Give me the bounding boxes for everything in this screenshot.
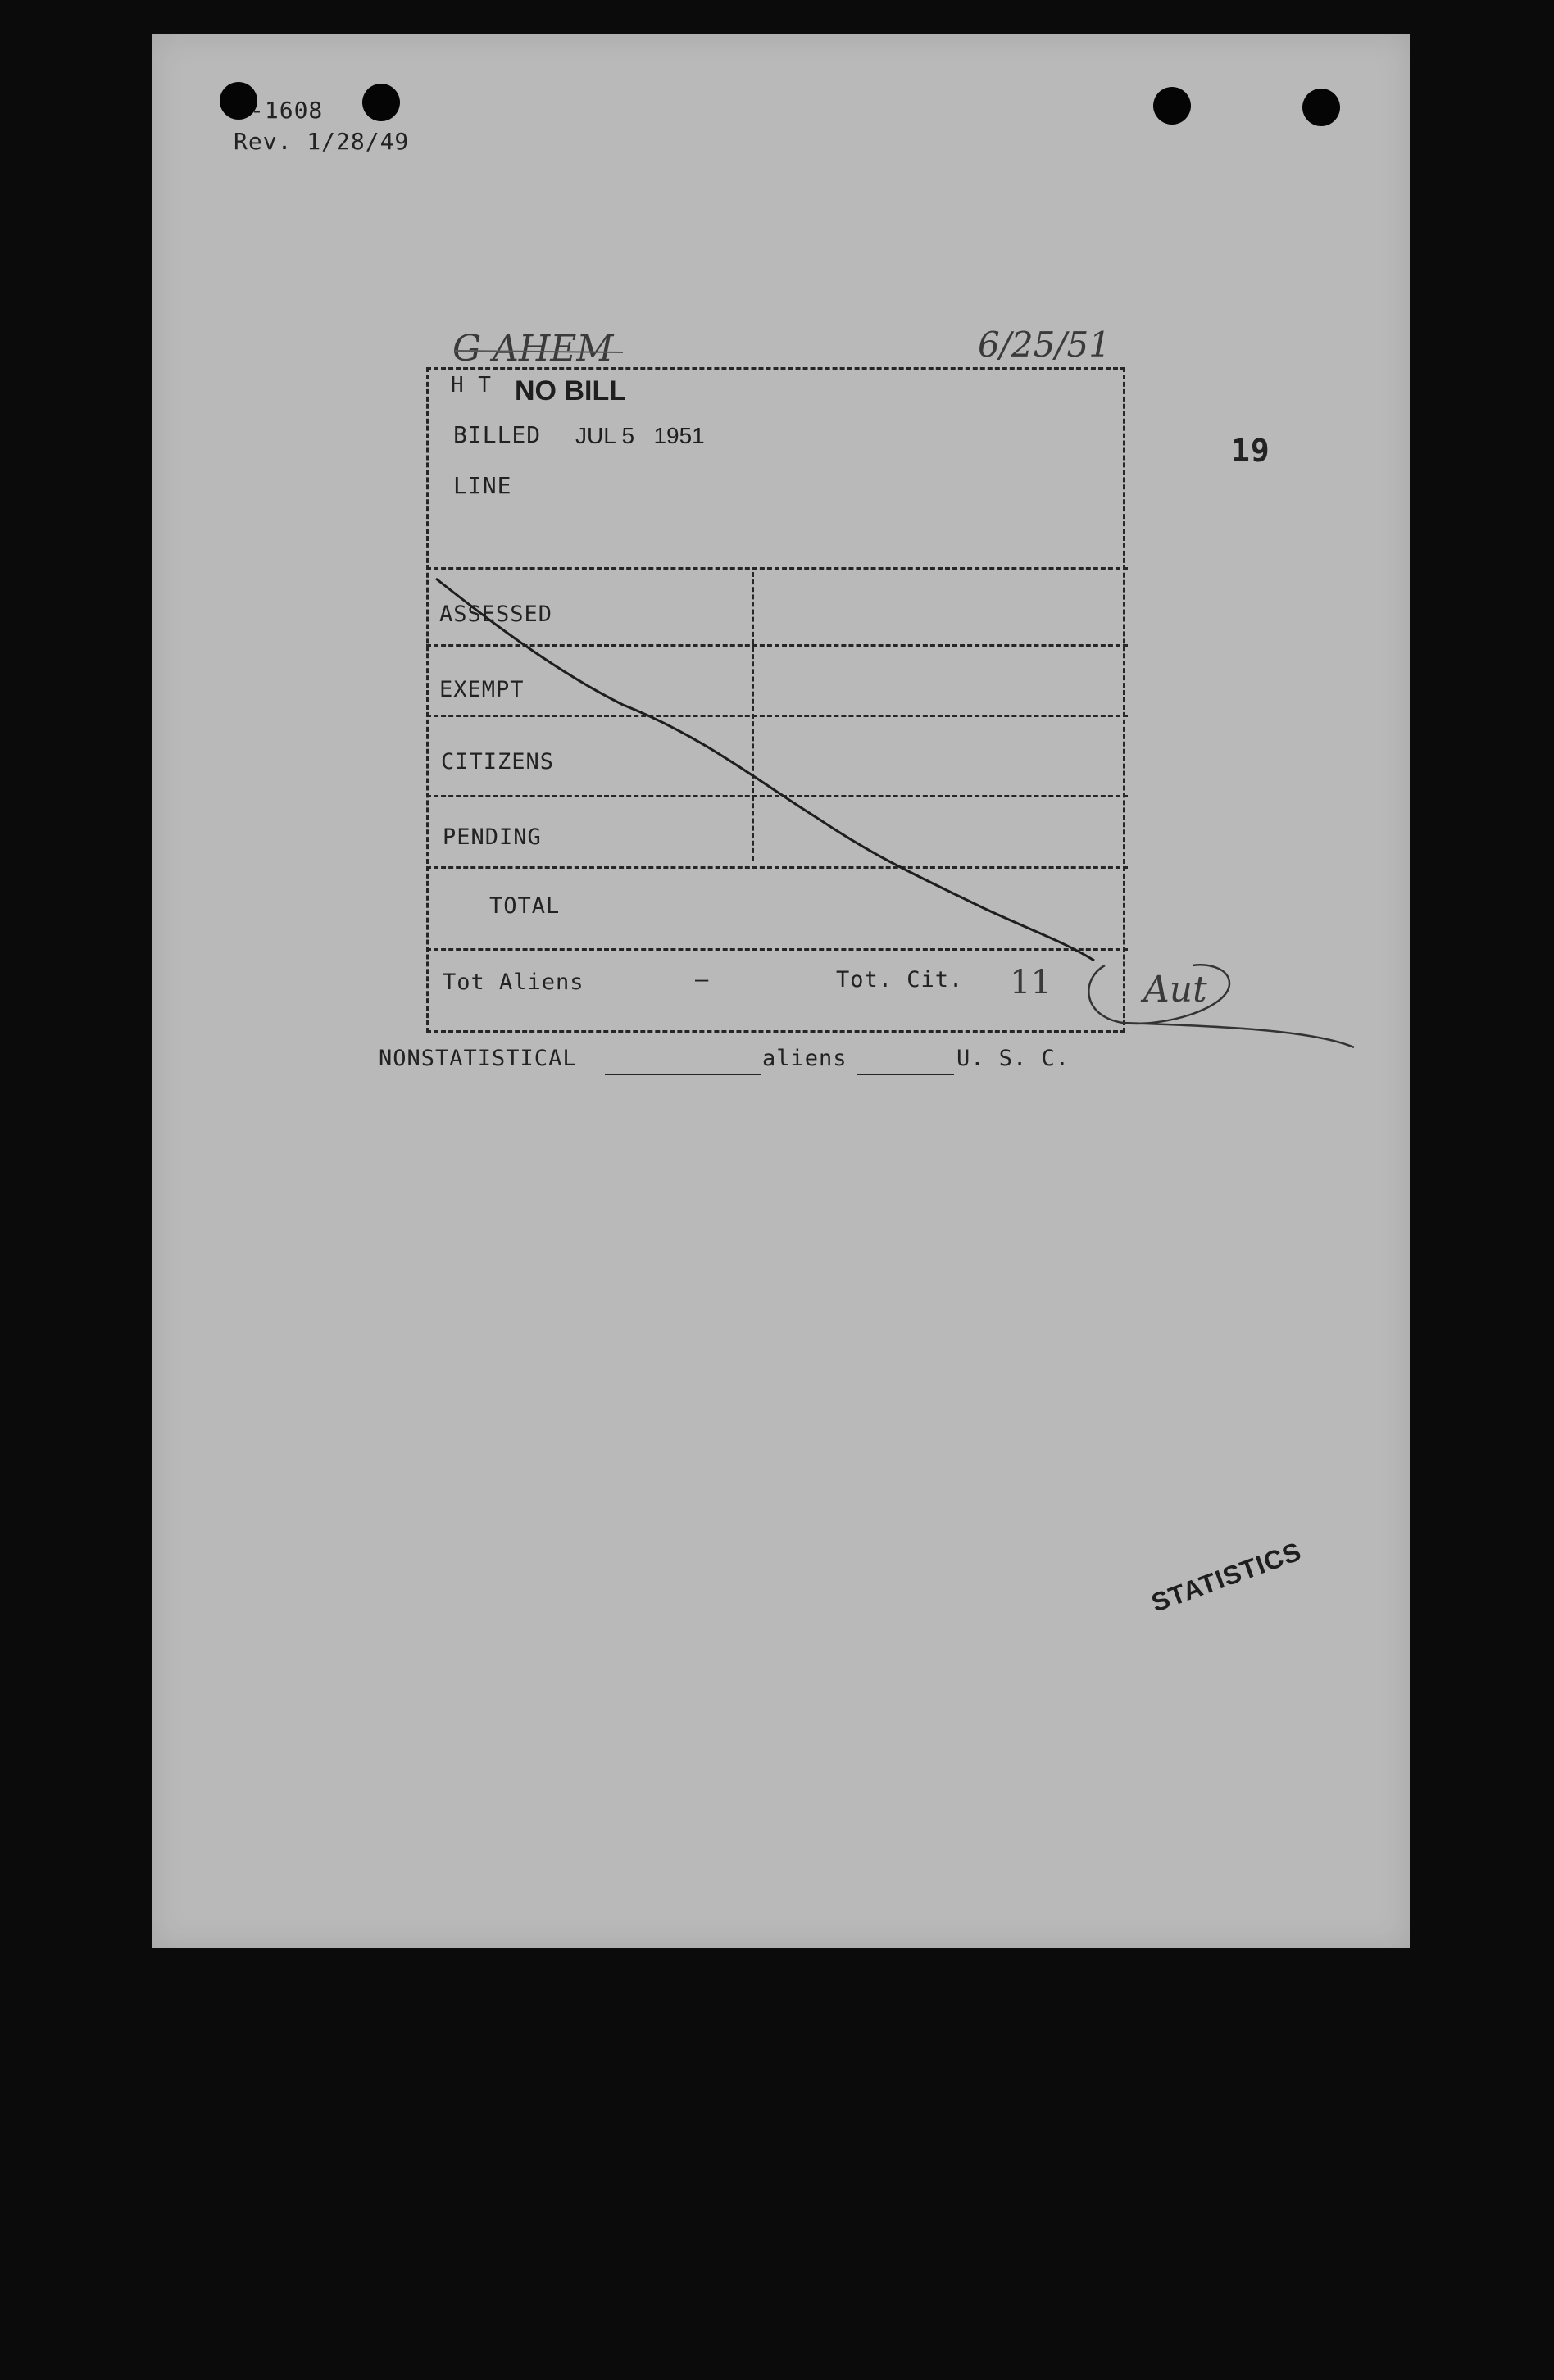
pending-label: PENDING [443, 824, 542, 850]
row-divider [426, 948, 1128, 951]
usc-label: U. S. C. [956, 1046, 1070, 1071]
punch-hole-right-2 [1302, 89, 1340, 126]
row-divider [426, 644, 1128, 647]
form-number: -1608 [250, 97, 324, 124]
tot-aliens-label: Tot Aliens [443, 970, 584, 995]
row-divider [426, 795, 1128, 797]
punch-hole-left-2 [362, 84, 400, 121]
statistics-form-box [426, 367, 1125, 1033]
handwritten-initials: Aut [1143, 969, 1207, 1011]
exempt-label: EXEMPT [439, 677, 525, 702]
row-divider [426, 866, 1128, 869]
handwritten-date: 6/25/51 [978, 325, 1111, 365]
citizens-label: CITIZENS [441, 749, 555, 774]
assessed-label: ASSESSED [439, 602, 553, 627]
aliens-label: aliens [762, 1046, 847, 1071]
punch-hole-right [1153, 87, 1191, 125]
blank-line [605, 1074, 761, 1075]
row-divider [426, 567, 1128, 570]
total-label: TOTAL [489, 893, 561, 919]
blank-line [857, 1074, 954, 1075]
row-divider [426, 715, 1128, 717]
tot-aliens-value: — [695, 967, 710, 992]
line-label: LINE [453, 472, 512, 499]
billed-date-stamp: JUL 5 1951 [575, 423, 705, 448]
side-number: 19 [1231, 433, 1270, 469]
revision-date: Rev. 1/28/49 [234, 128, 410, 155]
tot-cit-label: Tot. Cit. [836, 967, 964, 992]
handwritten-name: G AHEM [452, 328, 614, 370]
statistics-stamp: STATISTICS [1147, 1536, 1306, 1618]
handwritten-tot-cit: 11 [1010, 964, 1052, 1002]
ht-label: H T [451, 373, 492, 397]
nonstatistical-label: NONSTATISTICAL [379, 1046, 577, 1071]
billed-label: BILLED [453, 421, 542, 448]
no-bill-stamp: NO BILL [515, 375, 626, 407]
column-divider [752, 572, 754, 861]
